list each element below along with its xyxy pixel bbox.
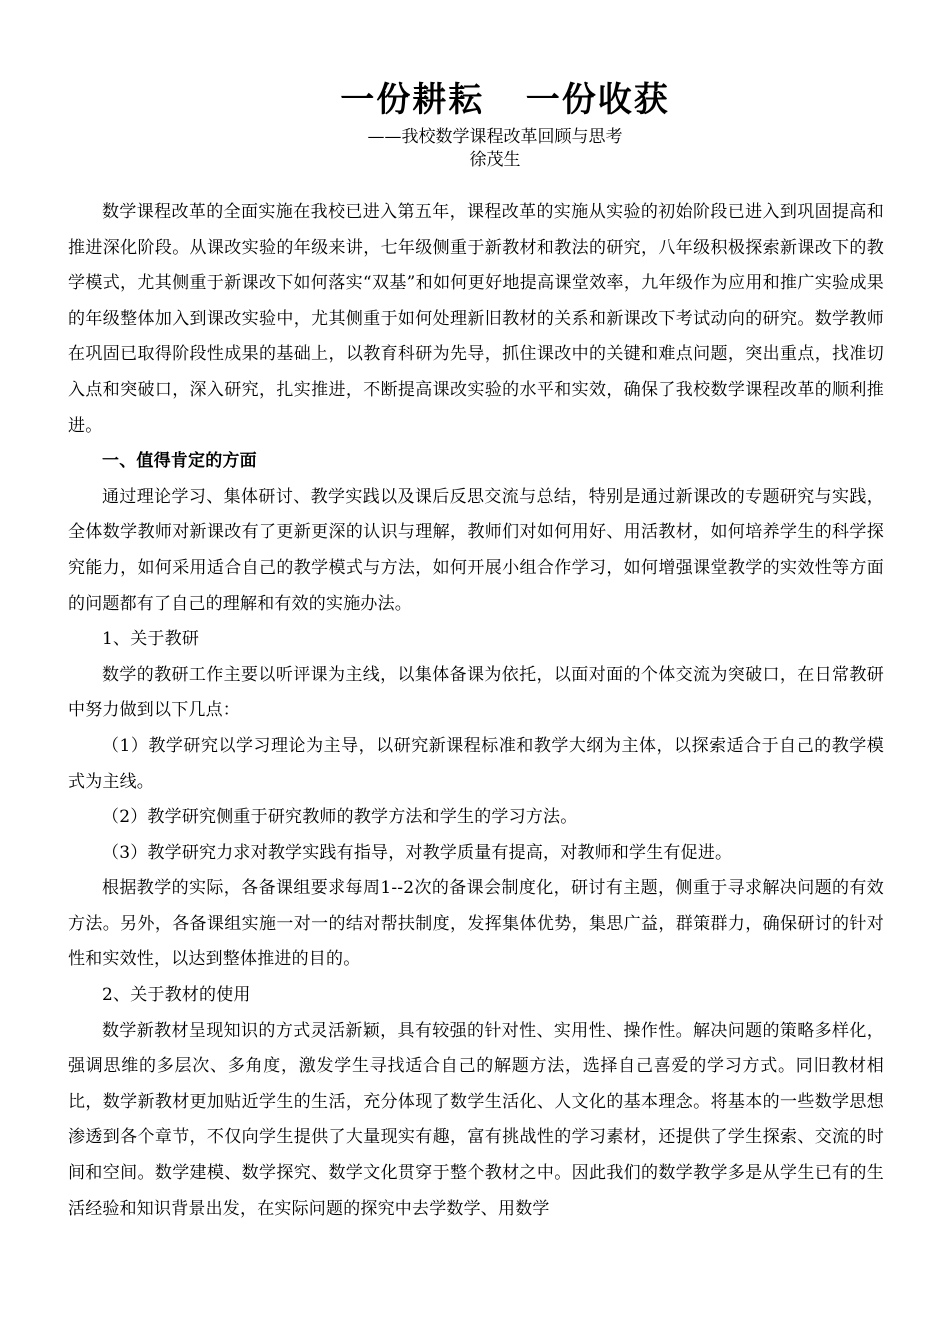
- document-subtitle: ——我校数学课程改革回顾与思考: [367, 127, 623, 147]
- subheading-teaching-research: 1、关于教研: [102, 629, 200, 650]
- subheading-textbook-use: 2、关于教材的使用: [102, 985, 251, 1006]
- section-heading-positive-aspects: 一、值得肯定的方面: [102, 451, 257, 472]
- document-author: 徐茂生: [469, 150, 521, 170]
- paragraph-intro: 数学课程改革的全面实施在我校已进入第五年，课程改革的实施从实验的初始阶段已进入到巩固提高和推进深化阶段。从课改实验的年级来讲，七年级侧重于新教材和教法的研究，八年级积极探索新课改下的教学模式，尤其侧重于新课改下如何落实“双基”和如何更好地提高课堂效率，九年级作为应用和推广实验成果的年级整体加入到课改实验中，尤其侧重于如何处理新旧教材的关系和新课改下考试动向的研究。数学教师在巩固已取得阶段性成果的基础上，以教育科研为先导，抓住课改中的关键和难点问题，突出重点，找准切入点和突破口，深入研究，扎实推进，不断提高课改实验的水平和实效，确保了我校数学课程改革的顺利推进。: [68, 202, 884, 436]
- document-title: 一份耕耘 一份收获: [340, 80, 670, 120]
- list-item-research-1: （1）教学研究以学习理论为主导，以研究新课程标准和教学大纲为主体，以探索适合于自己的教学模式为主线。: [68, 735, 884, 792]
- paragraph-positive-aspects: 通过理论学习、集体研讨、教学实践以及课后反思交流与总结，特别是通过新课改的专题研究与实践，全体数学教师对新课改有了更新更深的认识与理解，教师们对如何用好、用活教材，如何培养学生的科学探究能力，如何采用适合自己的教学模式与方法，如何开展小组合作学习，如何增强课堂教学的实效性等方面的问题都有了自己的理解和有效的实施办法。: [68, 486, 884, 614]
- paragraph-teaching-research: 数学的教研工作主要以听评课为主线，以集体备课为依托，以面对面的个体交流为突破口，在日常教研中努力做到以下几点：: [68, 664, 884, 721]
- paragraph-lesson-prep: 根据教学的实际，各备课组要求每周1--2次的备课会制度化，研讨有主题，侧重于寻求解决问题的有效方法。另外，各备课组实施一对一的结对帮扶制度，发挥集体优势，集思广益，群策群力，确保研讨的针对性和实效性，以达到整体推进的目的。: [68, 878, 884, 970]
- paragraph-textbook-use: 数学新教材呈现知识的方式灵活新颖，具有较强的针对性、实用性、操作性。解决问题的策略多样化，强调思维的多层次、多角度，激发学生寻找适合自己的解题方法，选择自己喜爱的学习方式。同旧教材相比，数学新教材更加贴近学生的生活，充分体现了数学生活化、人文化的基本理念。将基本的一些数学思想渗透到各个章节，不仅向学生提供了大量现实有趣，富有挑战性的学习素材，还提供了学生探索、交流的时间和空间。数学建模、数学探究、数学文化贯穿于整个教材之中。因此我们的数学教学多是从学生已有的生活经验和知识背景出发，在实际问题的探究中去学数学、用数学: [68, 1020, 884, 1219]
- list-item-research-2: （2）教学研究侧重于研究教师的教学方法和学生的学习方法。: [102, 807, 578, 828]
- document-body: [68, 195, 884, 1227]
- list-item-research-3: （3）教学研究力求对教学实践有指导，对教学质量有提高，对教师和学生有促进。: [102, 842, 733, 863]
